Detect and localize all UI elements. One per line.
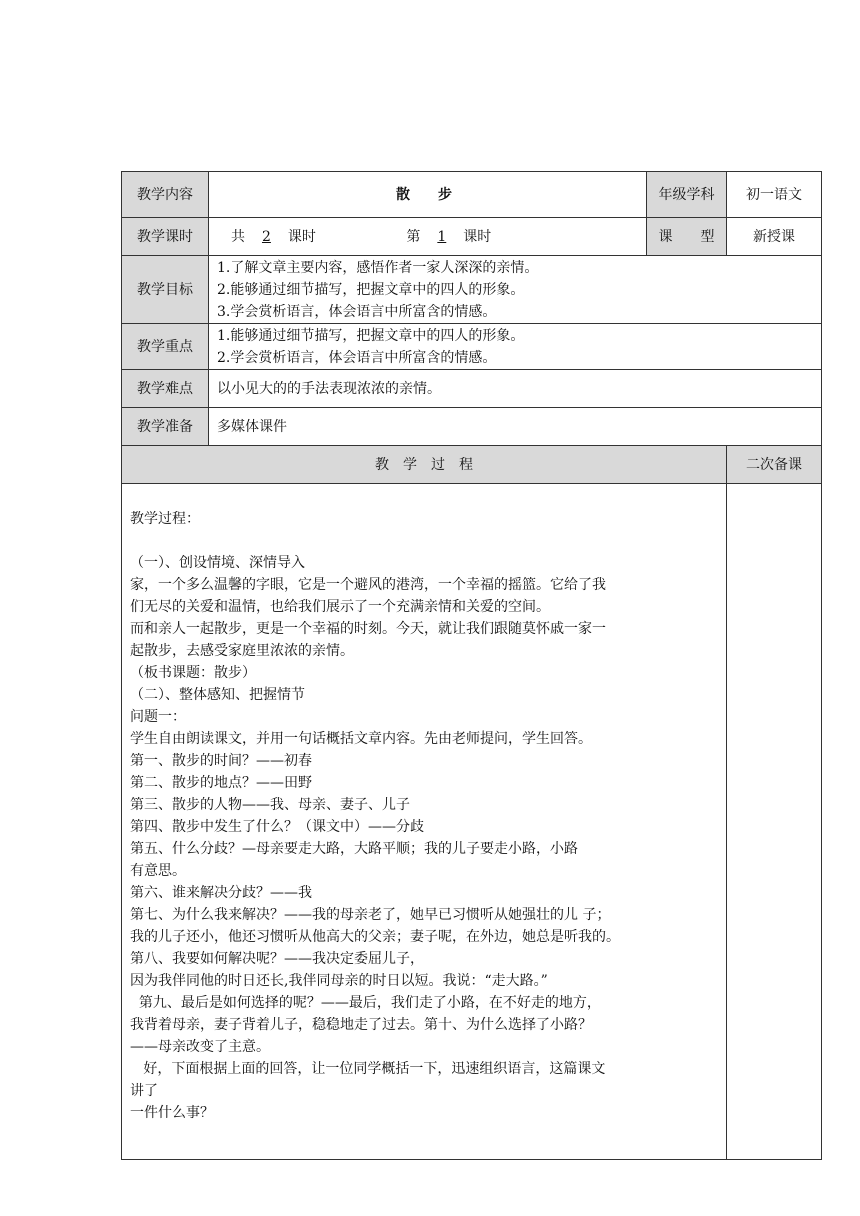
lesson-plan-table [121,171,822,1160]
focus-item: 2.学会赏析语言，体会语言中所富含的情感。 [217,349,497,366]
goal-item: 2.能够通过细节描写，把握文章中的四人的形象。 [217,281,525,298]
process-line: 第一、散步的时间？——初春 [130,753,312,769]
process-line: （一）、创设情境、深情导入 [130,555,305,571]
process-line: 第四、散步中发生了什么？（课文中）——分歧 [130,819,424,835]
goals-label: 教学目标 [122,256,209,324]
prep-label: 教学准备 [122,408,209,446]
grade-label: 年级学科 [647,172,727,218]
process-line: 讲了 [130,1083,158,1099]
difficulty-label: 教学难点 [122,370,209,408]
content-label: 教学内容 [122,172,209,218]
row-content [122,172,822,218]
process-line: 第九、最后是如何选择的呢？——最后，我们走了小路，在不好走的地方， [130,995,601,1011]
hours-label: 教学课时 [122,218,209,256]
process-line: 第八、我要如何解决呢？——我决定委屈儿子， [130,951,424,967]
process-line: 问题一： [130,709,186,725]
focus-item: 1.能够通过细节描写，把握文章中的四人的形象。 [217,327,525,344]
process-line: 我的儿子还小，他还习惯听从他高大的父亲；妻子呢，在外边，她总是听我的。 [130,929,620,945]
process-line: 家，一个多么温馨的字眼，它是一个避风的港湾，一个幸福的摇篮。它给了我 [130,577,606,593]
process-line: 而和亲人一起散步，更是一个幸福的时刻。今天，就让我们跟随莫怀戚一家一 [130,621,606,637]
process-line: 第二、散步的地点？——田野 [130,775,312,791]
row-focus [122,324,822,370]
process-header: 教 学 过 程 [122,446,727,484]
second-prep-header: 二次备课 [727,446,822,484]
grade-value: 初一语文 [727,172,822,218]
hours-cell: 共 2 课时 第 1 课时 [209,218,647,256]
focus-list [209,324,822,370]
process-line: 第七、为什么我来解决？——我的母亲老了，她早已习惯听从她强壮的儿 子； [130,907,611,923]
process-line: 第六、谁来解决分歧？——我 [130,885,312,901]
process-line: 第五、什么分歧？—母亲要走大路，大路平顺；我的儿子要走小路，小路 [130,841,578,857]
process-line: 因为我伴同他的时日还长,我伴同母亲的时日以短。我说：“走大路。” [130,973,548,989]
focus-label: 教学重点 [122,324,209,370]
process-line: ——母亲改变了主意。 [130,1039,270,1055]
process-line: 好，下面根据上面的回答，让一位同学概括一下，迅速组织语言，这篇课文 [130,1061,606,1077]
goals-list [209,256,822,324]
process-line: （板书课题：散步） [130,665,256,681]
goal-item: 1.了解文章主要内容，感悟作者一家人深深的亲情。 [217,259,539,276]
process-line: 起散步，去感受家庭里浓浓的亲情。 [130,643,354,659]
process-body [122,484,727,1160]
prep-text: 多媒体课件 [209,408,822,446]
type-value: 新授课 [727,218,822,256]
process-line: 有意思。 [130,863,186,879]
difficulty-text: 以小见大的的手法表现浓浓的亲情。 [209,370,822,408]
process-line: 第三、散步的人物——我、母亲、妻子、儿子 [130,797,410,813]
process-line: 教学过程： [130,511,200,527]
process-line: 们无尽的关爱和温情，也给我们展示了一个充满亲情和关爱的空间。 [130,599,550,615]
second-prep-body [727,484,822,1160]
current-hour: 1 [437,228,447,245]
row-prep [122,408,822,446]
lesson-title: 散 步 [209,172,647,218]
process-line: 学生自由朗读课文，并用一句话概括文章内容。先由老师提问，学生回答。 [130,731,592,747]
row-difficulty [122,370,822,408]
row-hours [122,218,822,256]
process-line: （二）、整体感知、把握情节 [130,687,305,703]
total-hours: 2 [261,228,271,245]
process-line: 一件什么事？ [130,1105,214,1121]
row-goals [122,256,822,324]
type-label: 课 型 [647,218,727,256]
goal-item: 3.学会赏析语言，体会语言中所富含的情感。 [217,303,497,320]
row-process-header [122,446,822,484]
process-line [130,530,720,552]
row-process [122,484,822,1160]
process-line: 我背着母亲，妻子背着儿子，稳稳地走了过去。第十、为什么选择了小路？ [130,1017,592,1033]
